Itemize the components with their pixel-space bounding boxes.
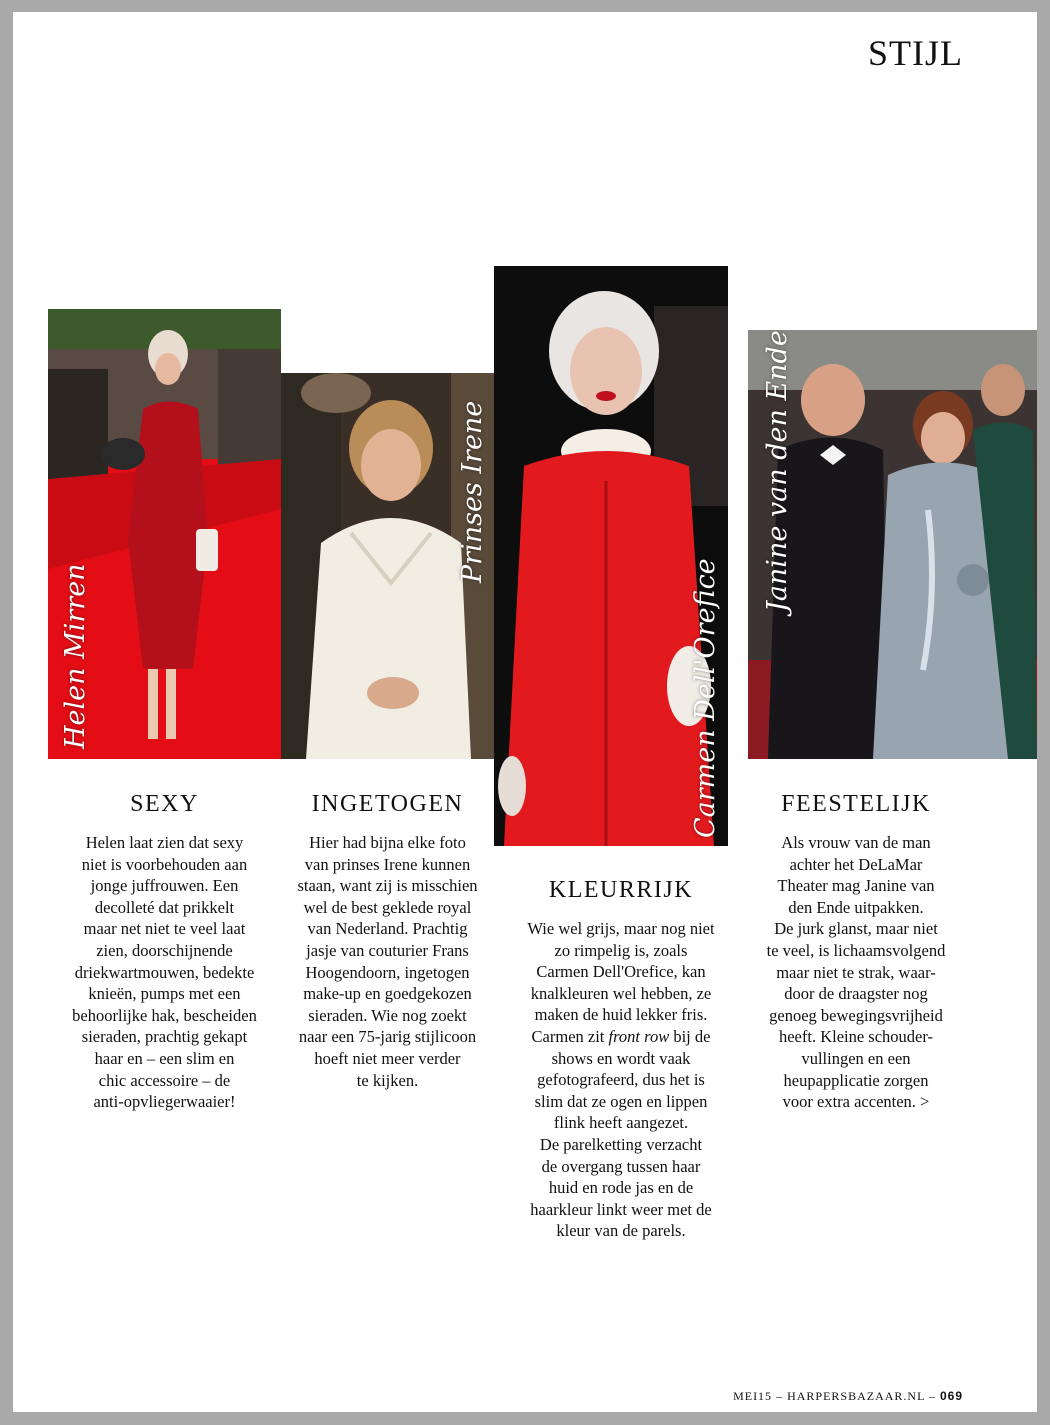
article-ingetogen [281,791,494,1091]
photo-caption: Carmen Dell'Orefice [690,558,721,838]
page-footer: MEI15 – HARPERSBAZAAR.NL – 069 [733,1389,963,1403]
article-sexy [48,791,281,1113]
article-body: Als vrouw van de man achter het DeLaMar Theater mag Janine van den Ende uitpakken. De jurk glanst, maar niet te veel, is lichaamsvolgend maar niet te strak, waar- door de draagster nog genoeg bewegingsvrijheid heeft. Kleine schouder- vullingen en een heupapplicatie zorgen voor extra accenten. > [766,833,946,1112]
photo-prinses-irene [281,373,494,759]
footer-issue: MEI15 [733,1389,773,1403]
article-body: Helen laat zien dat sexy niet is voorbehouden aan jonge juffrouwen. Een decolleté dat prikkelt maar net niet te veel laat zien, doorschijnende driekwartmouwen, bedekte knieën, pumps met een behoorlijke hak, bescheiden sieraden, prachtig gekapt haar en – een slim en chic accessoire – de anti-opvliegerwaaier! [72,833,257,1112]
photo-caption: Helen Mirren [60,563,91,749]
photo-janine-van-den-ende [748,330,1037,759]
article-heading: SEXY [130,791,199,817]
article-body: Wie wel grijs, maar nog niet zo rimpelig is, zoals Carmen Dell'Orefice, kan knalkleuren wel hebben, ze maken de huid lekker fris. Carmen zit front row bij de shows en wordt vaak gefotografeerd, dus het is slim dat ze ogen en lippen flink heeft aangezet. De parelketting verzacht de overgang tussen haar huid en rode jas en de haarkleur linkt weer met de kleur van de parels. [527,919,715,1241]
page-number: 069 [939,1389,963,1403]
section-label: STIJL [868,33,963,73]
photo-caption: Prinses Irene [457,400,488,583]
photo-carmen-dell-orefice [494,266,728,846]
article-heading: INGETOGEN [311,791,464,817]
article-heading: FEESTELIJK [781,791,931,817]
photo-helen-mirren [48,309,281,759]
article-heading: KLEURRIJK [548,877,694,903]
photo-caption: Janine van den Ende [762,330,793,612]
footer-site: HARPERSBAZAAR.NL [787,1389,925,1403]
article-feestelijk [748,791,964,1113]
article-kleurrijk [503,877,739,1242]
article-body: Hier had bijna elke foto van prinses Irene kunnen staan, want zij is misschien wel de best geklede royal van Nederland. Prachtig jasje van couturier Frans Hoogendoorn, ingetogen make-up en goedgekozen sieraden. Wie nog zoekt naar een 75-jarig stijlicoon hoeft niet meer verder te kijken. [297,833,478,1090]
magazine-page [13,12,1037,1412]
